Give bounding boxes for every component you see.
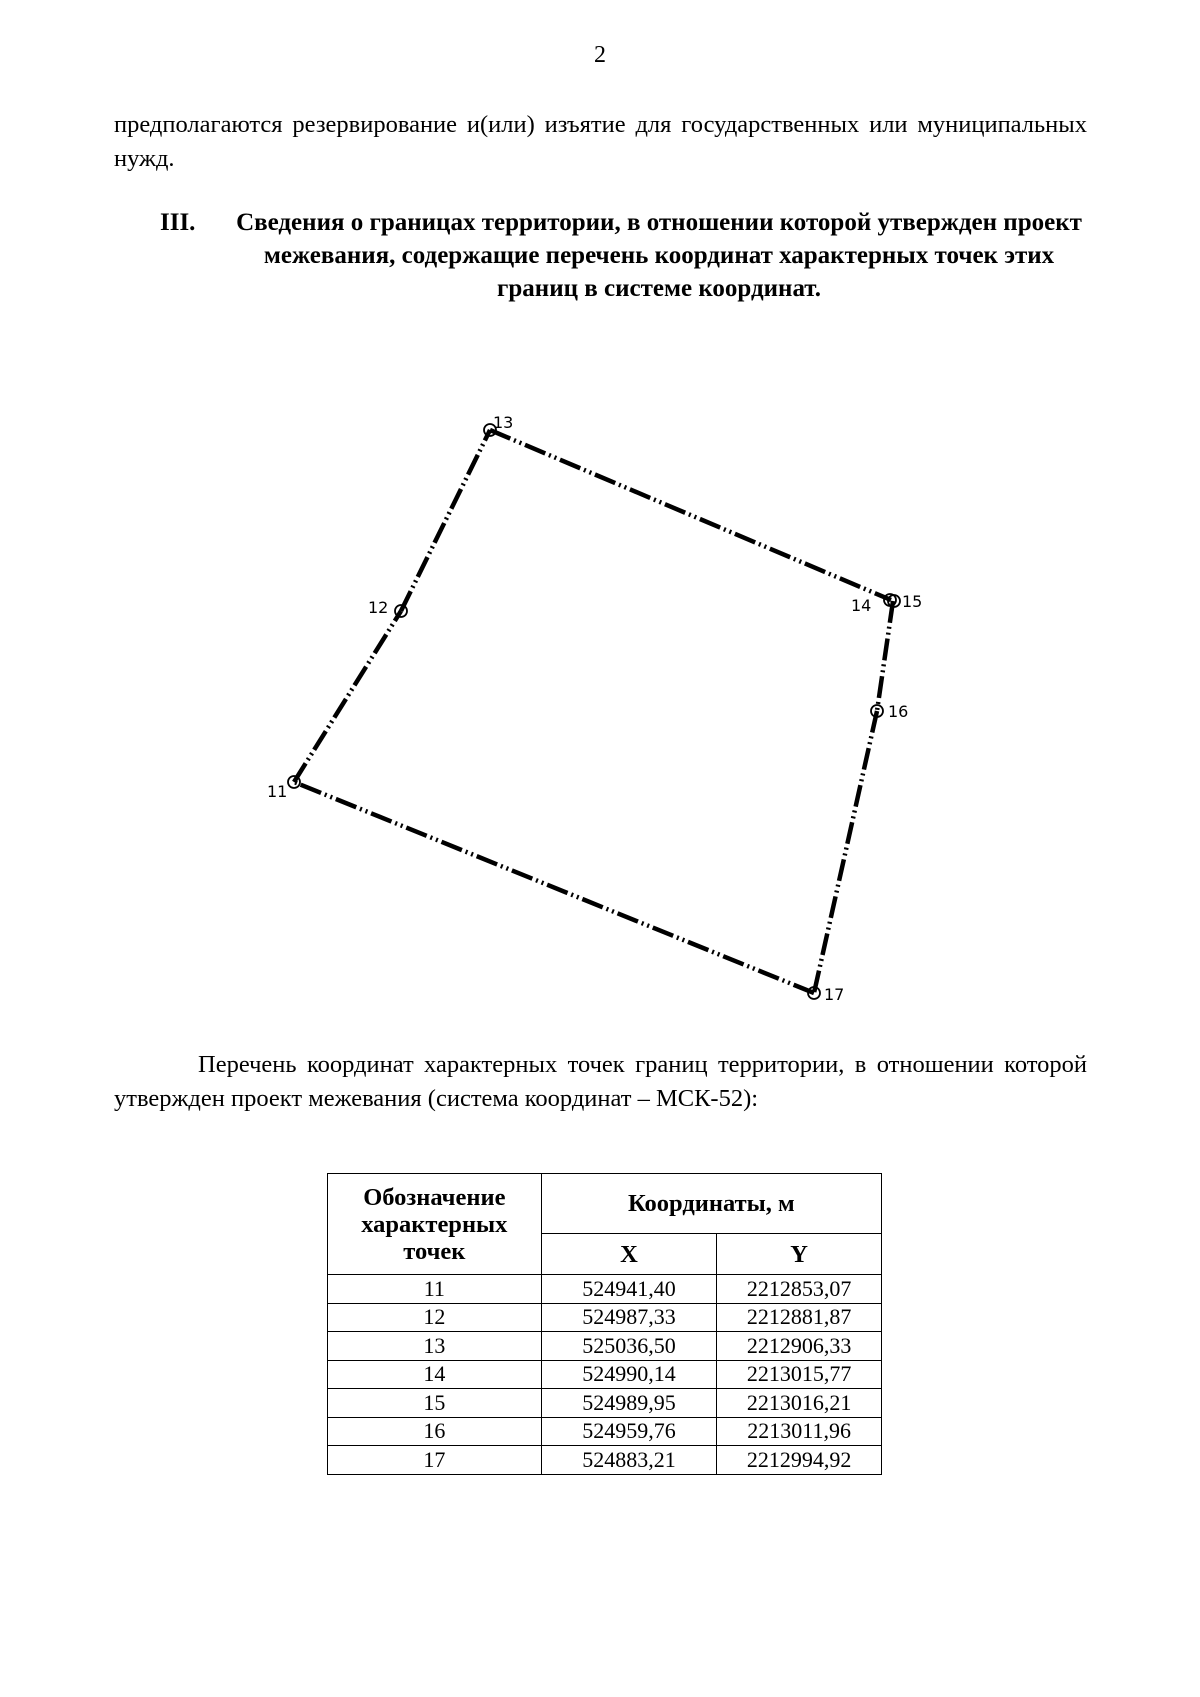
boundary-lines — [294, 430, 893, 993]
boundary-segment-16-17 — [814, 711, 877, 993]
boundary-segment-12-13 — [401, 430, 490, 611]
header-point-designation: Обозначение характерных точек — [328, 1174, 542, 1275]
point-label-14: 14 — [851, 596, 872, 615]
table-row — [328, 1332, 882, 1361]
header-x: X — [541, 1234, 717, 1275]
boundary-segment-11-12 — [294, 611, 401, 782]
coordinates-intro-paragraph: Перечень координат характерных точек границ территории, в отношении которой утвержден проект межевания (система координат – МСК-52): — [114, 1051, 1087, 1112]
cell-point: 17 — [328, 1446, 542, 1475]
header-coordinates: Координаты, м — [541, 1174, 881, 1234]
table-row — [328, 1417, 882, 1446]
cell-x: 524883,21 — [541, 1446, 717, 1475]
cell-point: 12 — [328, 1303, 542, 1332]
cell-y: 2213016,21 — [717, 1389, 882, 1418]
table-row — [328, 1303, 882, 1332]
cell-y: 2212853,07 — [717, 1275, 882, 1304]
intro-paragraph: предполагаются резервирование и(или) изъятие для государственных или муниципальных нужд. — [114, 111, 1087, 172]
boundary-segment-17-11 — [294, 782, 814, 993]
boundary-points — [288, 424, 900, 999]
table-row — [328, 1360, 882, 1389]
cell-y: 2212906,33 — [717, 1332, 882, 1361]
coordinates-table — [327, 1173, 882, 1475]
point-label-13: 13 — [493, 413, 514, 432]
cell-point: 11 — [328, 1275, 542, 1304]
page-number: 2 — [594, 42, 606, 68]
header-y: Y — [717, 1234, 882, 1275]
cell-y: 2213015,77 — [717, 1360, 882, 1389]
cell-x: 524990,14 — [541, 1360, 717, 1389]
cell-y: 2212881,87 — [717, 1303, 882, 1332]
point-label-12: 12 — [368, 598, 389, 617]
point-label-11: 11 — [267, 782, 288, 801]
table-row — [328, 1446, 882, 1475]
cell-point: 16 — [328, 1417, 542, 1446]
cell-x: 524959,76 — [541, 1417, 717, 1446]
boundary-segment-13-14 — [490, 430, 891, 600]
cell-x: 525036,50 — [541, 1332, 717, 1361]
point-label-15: 15 — [902, 592, 923, 611]
cell-y: 2212994,92 — [717, 1446, 882, 1475]
point-label-17: 17 — [824, 985, 845, 1004]
cell-y: 2213011,96 — [717, 1417, 882, 1446]
table-row — [328, 1389, 882, 1418]
cell-point: 15 — [328, 1389, 542, 1418]
point-label-16: 16 — [888, 702, 909, 721]
cell-x: 524989,95 — [541, 1389, 717, 1418]
section-number: III. — [160, 209, 196, 236]
cell-x: 524987,33 — [541, 1303, 717, 1332]
table-row — [328, 1275, 882, 1304]
cell-point: 14 — [328, 1360, 542, 1389]
cell-x: 524941,40 — [541, 1275, 717, 1304]
cell-point: 13 — [328, 1332, 542, 1361]
section-title: Сведения о границах территории, в отношении которой утвержден проект межевания, содержащие перечень координат характерных точек этих границ в системе координат. — [236, 209, 1082, 302]
boundary-segment-15-16 — [877, 601, 893, 711]
